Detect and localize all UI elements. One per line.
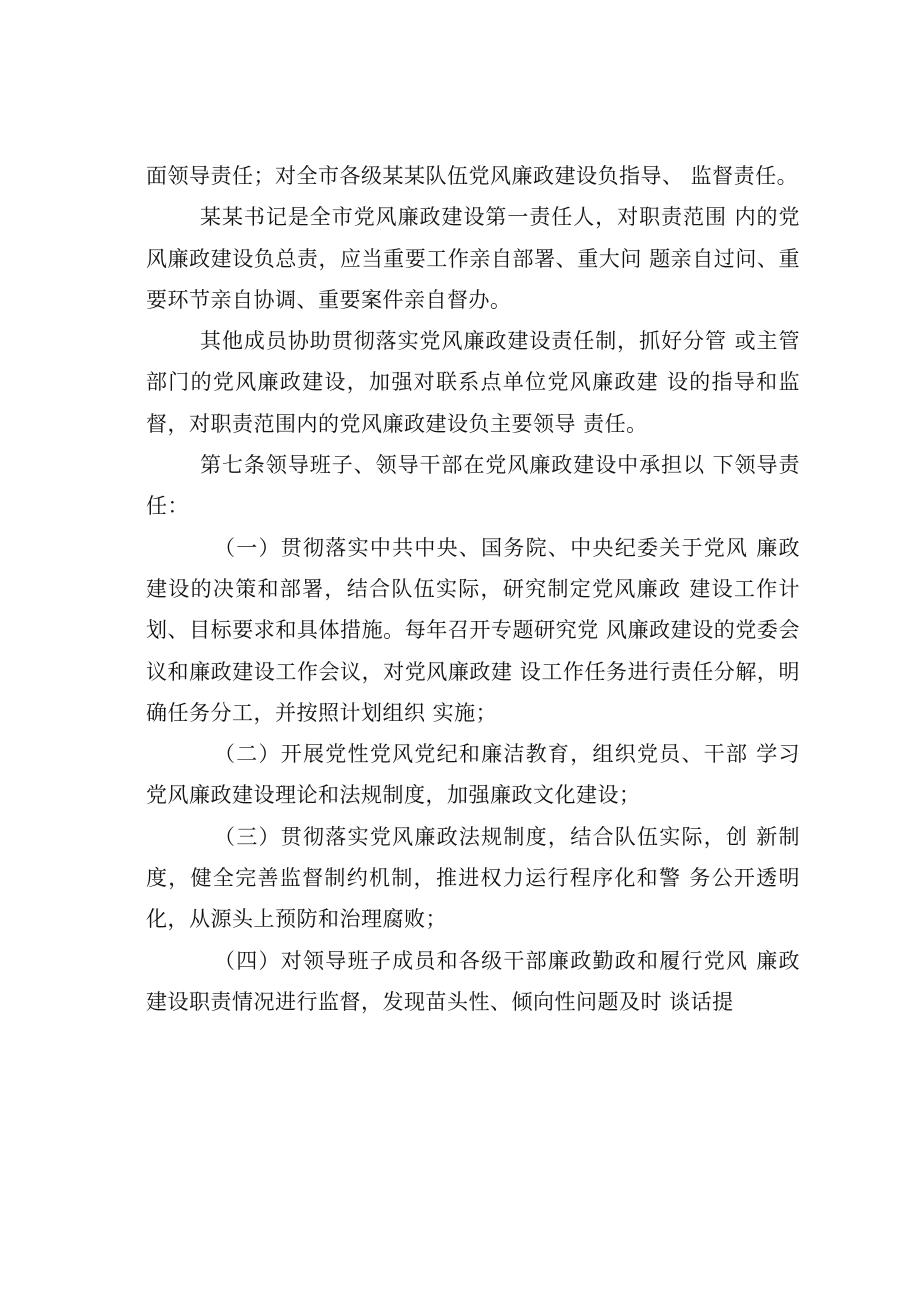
paragraph-other-members: 其他成员协助贯彻落实党风廉政建设责任制，抓好分管 或主管部门的党风廉政建设，加强对联系点单位党风廉政建 设的指导和监督，对职责范围内的党风廉政建设负主要领导 责任。 (146, 329, 800, 436)
document-body (146, 156, 800, 1023)
paragraph-secretary-responsibility: 某某书记是全市党风廉政建设第一责任人，对职责范围 内的党风廉政建设负总责，应当重要工作亲自部署、重大问 题亲自过问、重要环节亲自协调、重要案件亲自督办。 (146, 205, 800, 312)
paragraph-continuation: 面领导责任；对全市各级某某队伍党风廉政建设负指导、 监督责任。 (146, 164, 799, 188)
paragraph-item-four: （四）对领导班子成员和各级干部廉政勤政和履行党风 廉政建设职责情况进行监督，发现苗头性、倾向性问题及时 谈话提 (146, 948, 800, 1014)
paragraph-item-two: （二）开展党性党风党纪和廉洁教育，组织党员、干部 学习党风廉政建设理论和法规制度，加强廉政文化建设； (146, 742, 800, 808)
paragraph-article-seven: 第七条领导班子、领导干部在党风廉政建设中承担以 下领导责任： (146, 453, 800, 519)
paragraph-item-three: （三）贯彻落实党风廉政法规制度，结合队伍实际，创 新制度，健全完善监督制约机制，推进权力运行程序化和警 务公开透明化，从源头上预防和治理腐败； (146, 824, 800, 932)
paragraph-item-one: （一）贯彻落实中共中央、国务院、中央纪委关于党风 廉政建设的决策和部署，结合队伍实际，研究制定党风廉政 建设工作计划、目标要求和具体措施。每年召开专题研究党 风廉政建设的党委会议和廉政建设工作会议，对党风廉政建 设工作任务进行责任分解，明确任务分工，并按照计划组织 实施； (146, 535, 800, 725)
